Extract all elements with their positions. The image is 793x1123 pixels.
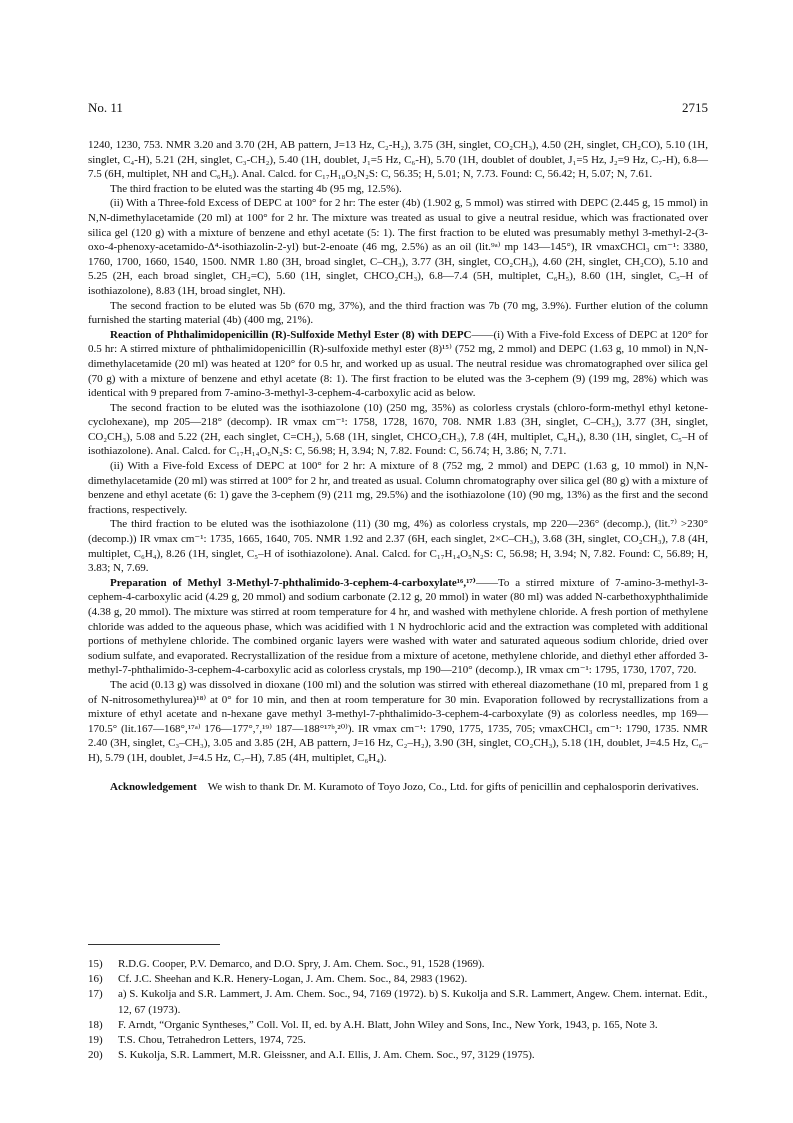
paragraph: The third fraction to be eluted was the starting 4b (95 mg, 12.5%). [110,182,402,195]
acknowledgement: Acknowledgement We wish to thank Dr. M. Kuramoto of Toyo Jozo, Co., Ltd. for gifts of penicillin and cephalosporin derivatives. [110,780,699,793]
section-paragraph: Preparation of Methyl 3-Methyl-7-phthalimido-3-cephem-4-carboxylate¹⁶,¹⁷⁾——To a stirred mixture of 7-amino-3-methyl-3-cephem-4-carboxylic acid (4.29 g, 20 mmol) and sodium carbonate (2.12 g, 20 mmol) in water (80 ml) was added N-carbethoxyphthalimide (4.38 g, 20 mmol). The mixture was stirred at room temperature for 4 hr, and washed with methylene chloride. A fresh portion of methylene chloride was added to the aqueous phase, which was acidified with 1 N hydrochloric acid and the extraction was completed with additional portions of methylene chloride. The combined organic layers were washed with water and saturated aqueous sodium chloride, dried over sodium sulfate, and evaporated. Recrystallization of the residue from a mixture of acetone, methylene chloride, and diethyl ether afforded 3-methyl-7-phthalimido-3-cephem-4-carboxylic acid as colorless crystals, mp 190—210° (decomp.), IR νmax cm⁻¹: 1795, 1730, 1707, 720. [88,576,708,677]
section-heading: Preparation of Methyl 3-Methyl-7-phthalimido-3-cephem-4-carboxylate¹⁶,¹⁷⁾ [110,576,476,589]
section-heading: Reaction of Phthalimidopenicillin (R)-Sulfoxide Methyl Ester (8) with DEPC [110,328,472,341]
paragraph: The acid (0.13 g) was dissolved in dioxane (100 ml) and the solution was stirred with ethereal diazomethane (10 ml, prepared from 1 g of N-nitrosomethylurea)¹⁸⁾ at 0° for 10 min, and then at room temperature for 30 min. Evaporation followed by recrystallizations from a mixture of ethyl acetate and n-hexane gave methyl 3-methyl-7-phthalimido-3-cephem-4-carboxylate (9) as colorless needles, mp 169—170.5° (lit.167—168°,¹⁷ᵃ⁾ 176—177°,⁷,¹⁹⁾ 187—188°¹⁷ᵇ,²⁰⁾). IR νmax cm⁻¹: 1790, 1775, 1735, 705; νmaxCHCl₃ cm⁻¹: 1790, 1735. NMR 2.40 (3H, singlet, C₃–CH₃), 3.05 and 3.85 (2H, AB pattern, J=16 Hz, C₂–H₂), 3.90 (3H, singlet, CO₂CH₃), 5.18 (1H, doublet, J=4.5 Hz, C₆–H), 5.79 (1H, doublet, J=4.5 Hz, C₇–H), 7.85 (4H, multiplet, C₆H₄). [88,678,708,764]
footnote: 18) F. Arndt, “Organic Syntheses,” Coll. Vol. II, ed. by A.H. Blatt, John Wiley and Sons, Inc., New York, 1943, p. 165, Note 3. [88,1018,658,1031]
paragraph: The second fraction to be eluted was the isothiazolone (10) (250 mg, 35%) as colorless crystals (chloro-form-methyl ethyl ketone-cyclohexane), mp 205—218° (decomp). IR νmax cm⁻¹: 1758, 1728, 1670, 708. NMR 1.83 (3H, singlet, C–CH₃), 3.77 (3H, singlet, CO₂CH₃), 5.08 and 5.22 (2H, each singlet, C=CH₂), 5.68 (1H, singlet, CHCO₂CH₃), 7.8 (4H, multiplet, C₆H₄), 8.30 (1H, singlet, C₅–H of isothiazolone). Anal. Calcd. for C₁₇H₁₄O₅N₂S: C, 56.98; H, 3.94; N, 7.82. Found: C, 56.74; H, 3.86; N, 7.71. [88,401,708,458]
footnote: 15) R.D.G. Cooper, P.V. Demarco, and D.O. Spry, J. Am. Chem. Soc., 91, 1528 (1969). [88,958,485,970]
footnote: 17) a) S. Kukolja and S.R. Lammert, J. Am. Chem. Soc., 94, 7169 (1972). b) S. Kukolja and S.R. Lammert, Angew. Chem. internat. Edit., 12, 67 (1973). [88,988,708,1016]
paragraph: The second fraction to be eluted was 5b (670 mg, 37%), and the third fraction was 7b (70 mg, 3.9%). Further elution of the column furnished the starting material (4b) (400 mg, 21%). [88,299,708,327]
paragraph: The third fraction to be eluted was the isothiazolone (11) (30 mg, 4%) as colorless crystals, mp 220—236° (decomp.), (lit.⁷⁾ >230° (decomp.)) IR νmax cm⁻¹: 1735, 1665, 1640, 705. NMR 1.92 and 2.37 (6H, each singlet, 2×C–CH₃), 3.68 (3H, singlet, CO₂CH₃), 7.8 (4H, multiplet, C₆H₄), 8.26 (1H, singlet, C₅–H of isothiazolone). Anal. Calcd. for C₁₇H₁₄O₅N₂S: C, 56.98; H, 3.94; N, 7.82. Found: C, 56.89; H, 3.83; N, 7.69. [88,518,708,575]
footnote: 16) Cf. J.C. Sheehan and K.R. Henery-Logan, J. Am. Chem. Soc., 84, 2983 (1962). [88,973,468,986]
paragraph: (ii) With a Three-fold Excess of DEPC at 100° for 2 hr: The ester (4b) (1.902 g, 5 mmol) was stirred with DEPC (2.445 g, 15 mmol) in N,N-dimethylacetamide (20 ml) at 100° for 2 hr. The mixture was treated as usual to give a neutral residue, which was fractionated over silica gel (120 g) with a mixture of benzene and ethyl acetate (5: 1). The first fraction to be eluted was presumably methyl 3-methyl-2-(3-oxo-4-phenoxy-acetamido-Δ⁴-isothiazolin-2-yl) but-2-enoate (46 mg, 2.5%) as an oil (lit.⁹ᵃ⁾ mp 143—145°), IR νmaxCHCl₃ cm⁻¹: 3380, 1760, 1700, 1660, 1540, 1500. NMR 1.80 (3H, broad singlet, C–CH₃), 3.77 (3H, singlet, CO₂CH₃), 4.60 (2H, singlet, CH₂CO), 5.10 and 5.25 (2H, each broad singlet, CH₂=C), 5.60 (1H, singlet, CHCO₂CH₃), 6.8—7.4 (5H, multiplet, C₆H₅), 8.60 (1H, singlet, C₅–H of isothiazolone), 8.83 (1H, broad singlet, NH). [88,197,708,297]
footnote: 19) T.S. Chou, Tetrahedron Letters, 1974, 725. [88,1034,306,1047]
page-number: 2715 [682,100,708,115]
acknowledgement-heading: Acknowledgement [110,780,197,793]
issue-number: No. 11 [88,100,123,115]
footnotes [88,957,708,1063]
footnote: 20) S. Kukolja, S.R. Lammert, M.R. Gleissner, and A.I. Ellis, J. Am. Chem. Soc., 97, 3129 (1975). [88,1049,535,1062]
paragraph: (ii) With a Five-fold Excess of DEPC at 100° for 2 hr: A mixture of 8 (752 mg, 2 mmol) and DEPC (1.63 g, 10 mmol) in N,N-dimethylacetamide (20 ml) was stirred at 100° for 2 hr, and treated as usual. Column chromatography over silica gel (80 g) with a mixture of benzene and ethyl acetate (6: 1) gave the 3-cephem (9) (211 mg, 29.5%) and the isothiazolone (10) (90 mg, 13%) as the first and the second fractions, respectively. [88,460,708,516]
paragraph: 1240, 1230, 753. NMR 3.20 and 3.70 (2H, AB pattern, J=13 Hz, C₂-H₂), 3.75 (3H, singlet, CO₂CH₃), 4.50 (2H, singlet, CH₂CO), 5.10 (1H, singlet, C₄-H), 5.21 (2H, singlet, C₃-CH₂), 5.40 (1H, doublet, J₁=5 Hz, C₆-H), 5.70 (1H, doublet of doublet, J₁=5 Hz, J₂=9 Hz, C₇-H), 6.8—7.5 (6H, multiplet, NH and C₆H₅). Anal. Calcd. for C₁₇H₁₈O₅N₂S: C, 56.35; H, 5.01; N, 7.73. Found: C, 56.42; H, 5.07; N, 7.61. [88,139,708,181]
body-text [88,138,708,794]
section-paragraph: Reaction of Phthalimidopenicillin (R)-Sulfoxide Methyl Ester (8) with DEPC——(i) With a Five-fold Excess of DEPC at 120° for 0.5 hr: A stirred mixture of phthalimidopenicillin (R)-sulfoxide methyl ester (8)¹⁵⁾ (752 mg, 2 mmol) and DEPC (1.63 g, 10 mmol) in N,N-dimethylacetamide (20 ml) was heated at 120° for 0.5 hr, and worked up as usual. The neutral residue was chromatographed over silica gel (70 g) with a mixture of benzene and ethyl acetate (8: 1). The first fraction to be eluted was the 3-cephem (9) (199 mg, 28%) which was identical with 9 prepared from 7-amino-3-methyl-3-cephem-4-carboxylic acid as below. [88,328,708,400]
footnote-divider [88,944,220,945]
